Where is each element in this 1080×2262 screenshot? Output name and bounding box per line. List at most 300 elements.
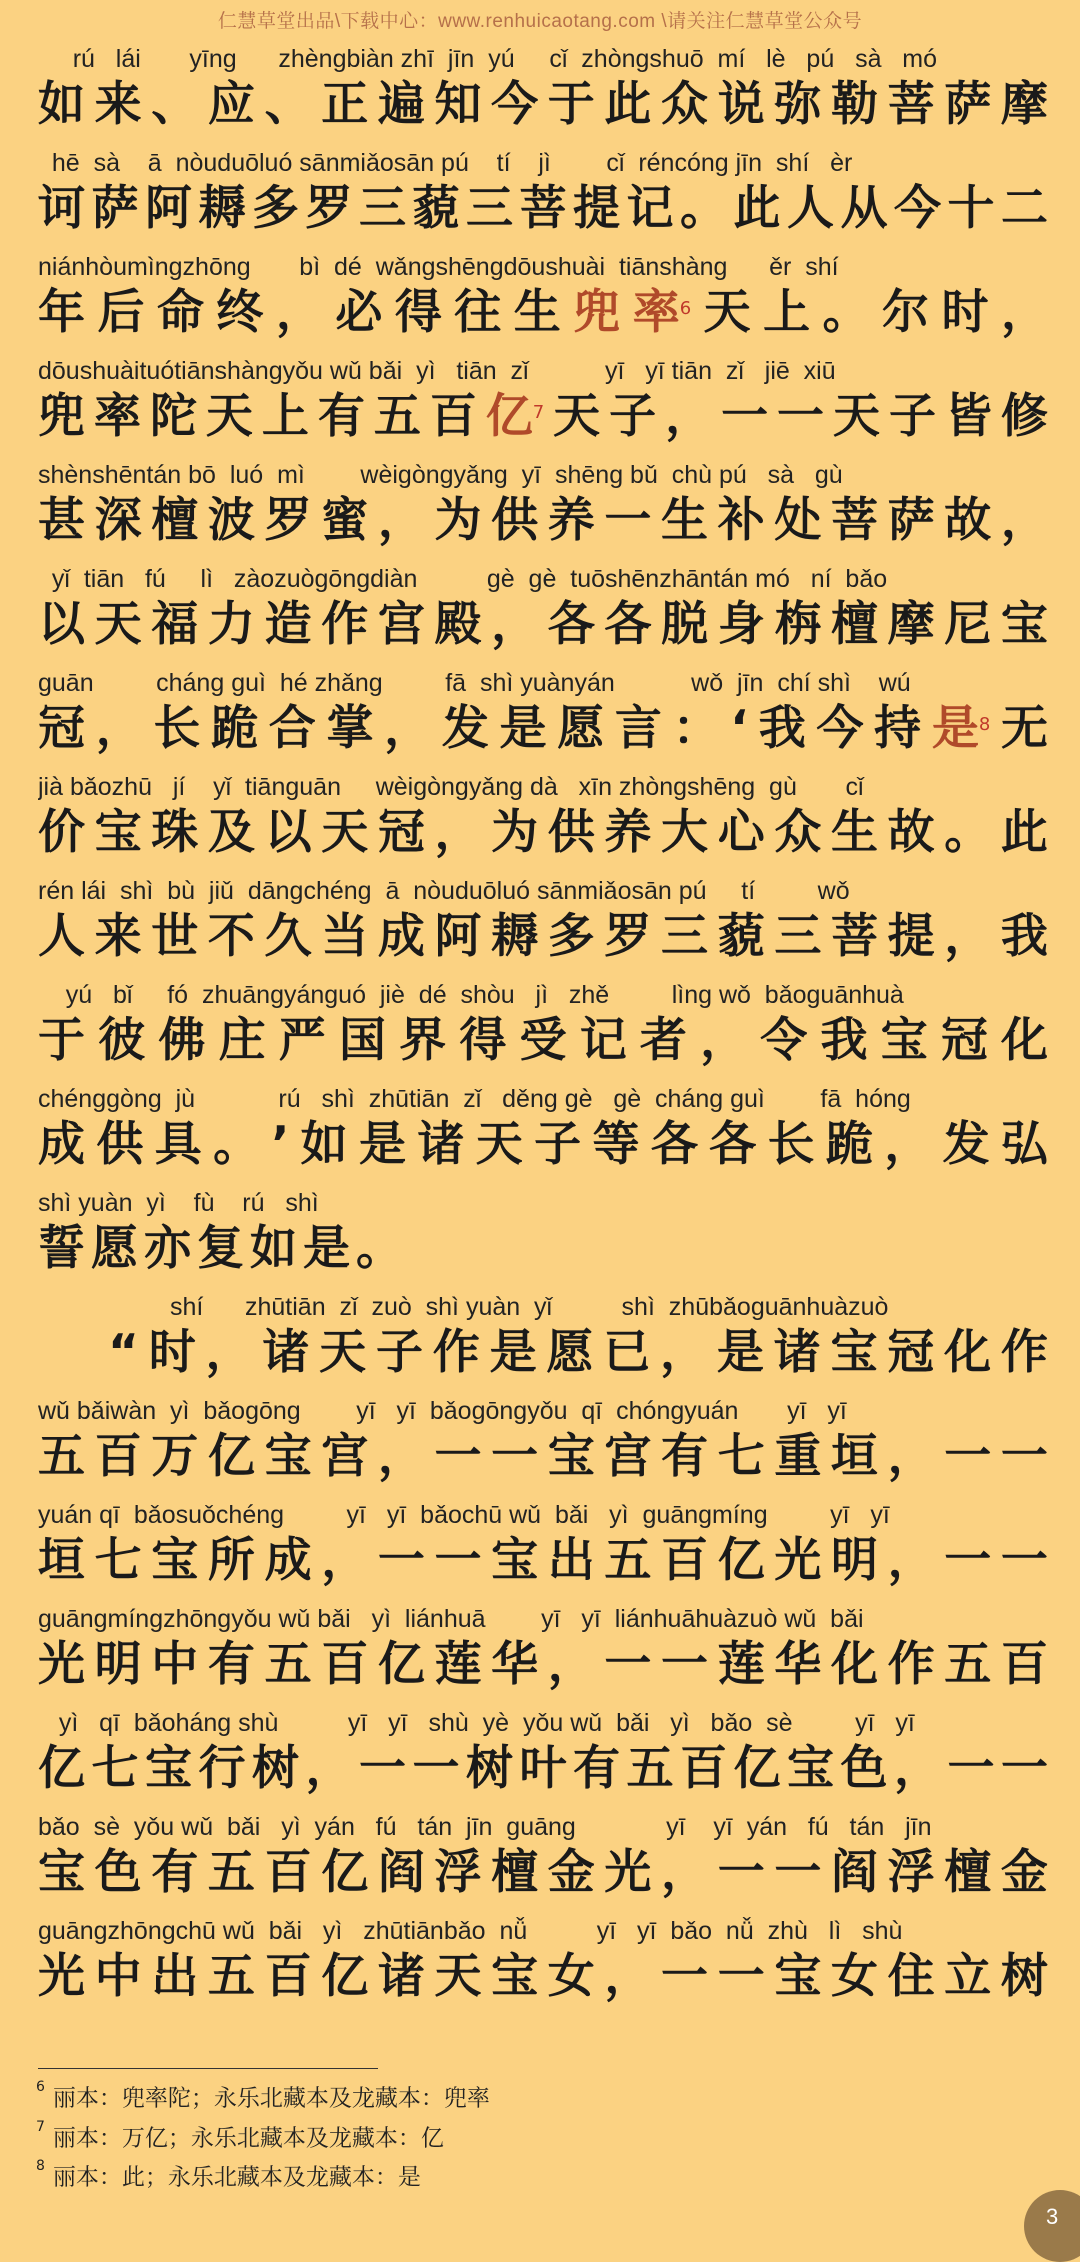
hanzi-char: 弘 <box>1000 1117 1048 1172</box>
hanzi-char: 陀 <box>149 389 197 444</box>
text-line <box>38 770 1048 874</box>
hanzi-char: 佛 <box>158 1013 206 1068</box>
hanzi-char: 珠 <box>151 805 199 860</box>
hanzi-line <box>38 1739 1048 1799</box>
hanzi-char: 宫 <box>321 1429 369 1484</box>
hanzi-char: ， <box>894 1741 941 1796</box>
hanzi-char: ， <box>434 805 482 860</box>
hanzi-char: 子 <box>375 1325 423 1380</box>
hanzi-char: 垣 <box>38 1533 85 1588</box>
pinyin-line: yuán qī bǎosuǒchéng yī yī bǎochū wǔ bǎi yì guāngmíng yī yī <box>38 1501 890 1529</box>
hanzi-char: 掌 <box>326 701 374 756</box>
hanzi-char: 檀 <box>151 493 199 548</box>
hanzi-char: 时 <box>941 285 989 340</box>
hanzi-char: 誓 <box>38 1221 85 1276</box>
hanzi-char: 生 <box>661 493 709 548</box>
hanzi-line <box>38 283 1048 343</box>
hanzi-char: 如 <box>250 1221 297 1276</box>
hanzi-char: 彼 <box>98 1013 146 1068</box>
hanzi-char: 垣 <box>830 1429 878 1484</box>
hanzi-char: 供 <box>547 805 595 860</box>
hanzi-line <box>38 595 1048 655</box>
hanzi-char: 一 <box>1000 1533 1048 1588</box>
hanzi-char: 七 <box>94 1533 142 1588</box>
hanzi-char: 国 <box>338 1013 386 1068</box>
scripture-text <box>38 42 1048 2018</box>
text-line <box>38 562 1048 666</box>
hanzi-char: 化 <box>944 1325 992 1380</box>
hanzi-char: 供 <box>96 1117 144 1172</box>
hanzi-char: 五 <box>604 1533 652 1588</box>
hanzi-line <box>38 1011 1048 1071</box>
hanzi-char: 罗 <box>305 181 353 236</box>
hanzi-char: 三 <box>774 909 822 964</box>
hanzi-char: 宝 <box>264 1429 312 1484</box>
hanzi-char: 说 <box>717 77 765 132</box>
hanzi-char: 五 <box>264 1637 312 1692</box>
hanzi-char: 命 <box>156 285 204 340</box>
hanzi-char: 是 <box>489 1325 537 1380</box>
hanzi-char: 正 <box>321 77 369 132</box>
footnote-marker: 6 <box>679 298 692 319</box>
text-line <box>38 874 1048 978</box>
hanzi-char: 从 <box>840 181 888 236</box>
hanzi-char: 光 <box>774 1533 822 1588</box>
hanzi-char: 力 <box>207 597 255 652</box>
hanzi-char: 行 <box>198 1741 246 1796</box>
hanzi-char: 一 <box>1000 1429 1048 1484</box>
text-line <box>38 42 1048 146</box>
hanzi-char: 一 <box>412 1741 460 1796</box>
hanzi-char: 是 <box>359 1117 407 1172</box>
hanzi-char: ， <box>321 1533 369 1588</box>
hanzi-char: 藐 <box>412 181 460 236</box>
hanzi-line <box>38 907 1048 967</box>
hanzi-char: 今 <box>816 701 864 756</box>
hanzi-char: 阿 <box>434 909 482 964</box>
hanzi-char: 我 <box>820 1013 868 1068</box>
hanzi-char: 此 <box>1000 805 1048 860</box>
hanzi-char: 如 <box>300 1117 348 1172</box>
text-line <box>38 1914 1048 2018</box>
text-line <box>38 1186 1048 1290</box>
hanzi-char: ， <box>604 1949 652 2004</box>
hanzi-char: 诸 <box>773 1325 821 1380</box>
hanzi-char: 为 <box>491 805 539 860</box>
pinyin-line: wǔ bǎiwàn yì bǎogōng yī yī bǎogōngyǒu qī chóngyuán yī yī <box>38 1397 847 1425</box>
hanzi-char: ， <box>275 285 323 340</box>
hanzi-char: 萨 <box>887 493 935 548</box>
pinyin-line: shènshēntán bō luó mì wèigòngyǎng yī shēng bǔ chù pú sà gù <box>38 461 843 489</box>
hanzi-char: 有 <box>661 1429 709 1484</box>
hanzi-char: 跪 <box>211 701 259 756</box>
hanzi-char: 摩 <box>887 597 935 652</box>
hanzi-char: 是 <box>499 701 547 756</box>
hanzi-char: 一 <box>1001 1741 1048 1796</box>
hanzi-char: 一 <box>434 1429 482 1484</box>
hanzi-char: 言 <box>614 701 662 756</box>
hanzi-char: 亦 <box>144 1221 191 1276</box>
hanzi-char: 浮 <box>887 1845 935 1900</box>
text-line <box>38 1394 1048 1498</box>
hanzi-char: ， <box>700 1013 748 1068</box>
hanzi-char: 。 <box>213 1117 261 1172</box>
hanzi-char: 我 <box>758 701 806 756</box>
hanzi-char: ， <box>887 1429 935 1484</box>
hanzi-char: 人 <box>38 909 85 964</box>
hanzi-char: 化 <box>830 1637 878 1692</box>
hanzi-char: 严 <box>278 1013 326 1068</box>
hanzi-char: 知 <box>434 77 482 132</box>
hanzi-char: 阿 <box>145 181 192 236</box>
hanzi-char: ： <box>672 701 720 756</box>
hanzi-char: ， <box>305 1741 353 1796</box>
hanzi-char: 三 <box>661 909 709 964</box>
hanzi-char: 天 <box>703 285 751 340</box>
hanzi-char: 宝 <box>547 1429 595 1484</box>
hanzi-char: 我 <box>1000 909 1048 964</box>
hanzi-char: 生 <box>513 285 561 340</box>
text-line <box>38 978 1048 1082</box>
hanzi-line <box>38 1947 1048 2007</box>
footnote-text: 丽本：万亿；永乐北藏本及龙藏本：亿 <box>52 2125 444 2152</box>
hanzi-char: 树 <box>466 1741 513 1796</box>
footnote-text: 丽本：此；永乐北藏本及龙藏本：是 <box>52 2164 421 2191</box>
hanzi-char: 百 <box>1000 1637 1048 1692</box>
hanzi-char: 各 <box>604 597 652 652</box>
hanzi-char: 一 <box>491 1429 539 1484</box>
pinyin-line: dōushuàituótiānshàngyǒu wǔ bǎi yì tiān zǐ yī yī tiān zǐ jiē xiū <box>38 357 836 385</box>
hanzi-char: 色 <box>840 1741 888 1796</box>
hanzi-char: 勒 <box>830 77 878 132</box>
pinyin-line: shí zhūtiān zǐ zuò shì yuàn yǐ shì zhūbǎoguānhuàzuò <box>38 1293 889 1321</box>
hanzi-char: 各 <box>547 597 595 652</box>
hanzi-char: 亿 <box>321 1845 369 1900</box>
hanzi-char: 长 <box>767 1117 815 1172</box>
hanzi-char: 此 <box>733 181 781 236</box>
hanzi-char: 兜 <box>38 389 85 444</box>
hanzi-char: 持 <box>874 701 922 756</box>
hanzi-line <box>38 387 1048 447</box>
hanzi-char: 冠 <box>38 701 85 756</box>
hanzi-char: 众 <box>661 77 709 132</box>
hanzi-line <box>38 179 1048 239</box>
hanzi-char: 诸 <box>417 1117 465 1172</box>
hanzi-char: 宝 <box>787 1741 834 1796</box>
hanzi-char: 宫 <box>604 1429 652 1484</box>
hanzi-char: 养 <box>604 805 652 860</box>
hanzi-char: 一 <box>944 1429 992 1484</box>
hanzi-char: 五 <box>38 1429 85 1484</box>
hanzi-char: 、 <box>151 77 199 132</box>
hanzi-char: 蜜 <box>321 493 369 548</box>
hanzi-char: 光 <box>38 1949 85 2004</box>
footnotes <box>36 2076 936 2195</box>
hanzi-char: 有 <box>317 389 365 444</box>
hanzi-char: 栴 <box>774 597 822 652</box>
hanzi-char: 宝 <box>830 1325 878 1380</box>
hanzi-char: 以 <box>264 805 312 860</box>
hanzi-char: 女 <box>830 1949 878 2004</box>
hanzi-char: 众 <box>774 805 822 860</box>
hanzi-char: 宫 <box>377 597 425 652</box>
hanzi-char: 亿$^7$ <box>485 389 545 444</box>
hanzi-char: 一 <box>777 389 825 444</box>
hanzi-char: 令 <box>760 1013 808 1068</box>
hanzi-char: 各 <box>709 1117 757 1172</box>
hanzi-char: 生 <box>830 805 878 860</box>
hanzi-char: 一 <box>661 1949 709 2004</box>
hanzi-char: 后 <box>97 285 145 340</box>
hanzi-char: 殿 <box>434 597 482 652</box>
hanzi-char: 七 <box>717 1429 765 1484</box>
hanzi-char: 五 <box>373 389 421 444</box>
footnote-divider <box>38 2068 378 2069</box>
hanzi-char: 宝 <box>880 1013 928 1068</box>
hanzi-line <box>38 1427 1048 1487</box>
hanzi-char: 复 <box>197 1221 244 1276</box>
hanzi-line <box>38 1635 1048 1695</box>
hanzi-char: 长 <box>153 701 201 756</box>
hanzi-char: 诸 <box>377 1949 425 2004</box>
hanzi-char: 成 <box>38 1117 85 1172</box>
hanzi-char: 界 <box>399 1013 447 1068</box>
hanzi-char: 女 <box>547 1949 595 2004</box>
hanzi-char: 百 <box>661 1533 709 1588</box>
pinyin-line: niánhòumìngzhōng bì dé wǎngshēngdōushuài tiānshàng ěr shí <box>38 253 839 281</box>
hanzi-line <box>38 1531 1048 1591</box>
hanzi-char: 化 <box>1001 1013 1048 1068</box>
hanzi-char: 有 <box>573 1741 620 1796</box>
hanzi-char: ， <box>377 493 425 548</box>
hanzi-char: ， <box>491 597 539 652</box>
hanzi-char: 受 <box>519 1013 567 1068</box>
hanzi-char: 价 <box>38 805 85 860</box>
hanzi-char: ， <box>95 701 143 756</box>
hanzi-char: 罗 <box>604 909 652 964</box>
hanzi-char: 今 <box>894 181 941 236</box>
hanzi-char: 是$^8$ <box>931 701 991 756</box>
hanzi-char: 时 <box>148 1325 196 1380</box>
hanzi-char: 必 <box>335 285 383 340</box>
hanzi-char: 所 <box>207 1533 255 1588</box>
hanzi-char: 。 <box>356 1221 403 1276</box>
hanzi-char: 深 <box>94 493 142 548</box>
hanzi-line <box>38 1323 1048 1383</box>
hanzi-char: 具 <box>154 1117 202 1172</box>
hanzi-line <box>38 1843 1048 1903</box>
hanzi-char: 罗 <box>264 493 312 548</box>
hanzi-char: 百 <box>321 1637 369 1692</box>
hanzi-char: 得 <box>459 1013 507 1068</box>
hanzi-char: 五 <box>944 1637 992 1692</box>
hanzi-char: 百 <box>429 389 477 444</box>
hanzi-char: 无 <box>1001 701 1048 756</box>
hanzi-char: 冠 <box>377 805 425 860</box>
text-line <box>38 1810 1048 1914</box>
hanzi-char: ， <box>384 701 432 756</box>
hanzi-char: 子 <box>888 389 936 444</box>
hanzi-char: 一 <box>717 1845 765 1900</box>
pinyin-line: shì yuàn yì fù rú shì <box>38 1189 319 1217</box>
hanzi-char: 率$^6$ <box>632 285 692 340</box>
hanzi-char: 藐 <box>717 909 765 964</box>
hanzi-char: 以 <box>38 597 85 652</box>
pinyin-line: chénggòng jù rú shì zhūtiān zǐ děng gè gè cháng guì fā hóng <box>38 1085 911 1113</box>
hanzi-char: 一 <box>661 1637 709 1692</box>
hanzi-char: 如 <box>38 77 85 132</box>
hanzi-char: ， <box>1000 493 1048 548</box>
hanzi-char: 愿 <box>91 1221 138 1276</box>
hanzi-char: ， <box>377 1429 425 1484</box>
text-line <box>38 354 1048 458</box>
hanzi-char: 世 <box>151 909 199 964</box>
hanzi-char: 萨 <box>91 181 139 236</box>
hanzi-char: ， <box>205 1325 253 1380</box>
hanzi-char: 万 <box>151 1429 199 1484</box>
text-line <box>38 250 1048 354</box>
hanzi-char: 天 <box>434 1949 482 2004</box>
hanzi-char: 提 <box>573 181 620 236</box>
hanzi-char: ’ <box>271 1117 290 1172</box>
hanzi-char: 兜 <box>573 285 621 340</box>
hanzi-char: 树 <box>1000 1949 1048 2004</box>
hanzi-char: 一 <box>434 1533 482 1588</box>
hanzi-char: ， <box>944 909 992 964</box>
hanzi-char: 天 <box>833 389 881 444</box>
text-line <box>38 458 1048 562</box>
hanzi-char: 一 <box>717 1949 765 2004</box>
hanzi-char: 天 <box>553 389 601 444</box>
footnote <box>36 2116 936 2156</box>
hanzi-line <box>38 75 1048 135</box>
hanzi-char: 多 <box>547 909 595 964</box>
hanzi-char: 七 <box>91 1741 139 1796</box>
hanzi-char: 出 <box>151 1949 199 2004</box>
hanzi-char: 天 <box>319 1325 367 1380</box>
hanzi-char: 应 <box>207 77 255 132</box>
hanzi-char: 金 <box>1000 1845 1048 1900</box>
pinyin-line: rú lái yīng zhèngbiàn zhī jīn yú cǐ zhòngshuō mí lè pú sà mó <box>38 45 938 73</box>
hanzi-char: 一 <box>774 1845 822 1900</box>
hanzi-char: 明 <box>94 1637 142 1692</box>
hanzi-char: 宝 <box>94 805 142 860</box>
hanzi-char: 金 <box>547 1845 595 1900</box>
hanzi-char: 养 <box>547 493 595 548</box>
pinyin-line: yǐ tiān fú lì zàozuògōngdiàn gè gè tuōshēnzhāntán mó ní bǎo <box>38 565 888 593</box>
hanzi-char: 百 <box>264 1949 312 2004</box>
hanzi-char: 造 <box>264 597 312 652</box>
hanzi-char: 尼 <box>944 597 992 652</box>
hanzi-char: 率 <box>93 389 141 444</box>
hanzi-char: 诸 <box>262 1325 310 1380</box>
hanzi-char: 今 <box>491 77 539 132</box>
hanzi-char: 得 <box>394 285 442 340</box>
hanzi-line <box>38 1115 1048 1175</box>
hanzi-char: 。 <box>944 805 992 860</box>
footnote-number: 6 <box>36 2079 45 2095</box>
footnote-text: 丽本：兜率陀；永乐北藏本及龙藏本：兜率 <box>52 2085 490 2112</box>
hanzi-char: 一 <box>721 389 769 444</box>
hanzi-char: 一 <box>604 493 652 548</box>
hanzi-char: 耨 <box>198 181 246 236</box>
hanzi-char: 年 <box>38 285 85 340</box>
pinyin-line: yú bǐ fó zhuāngyánguó jiè dé shòu jì zhě lìng wǒ bǎoguānhuà <box>38 981 904 1009</box>
hanzi-char: 。 <box>822 285 870 340</box>
text-line <box>38 1498 1048 1602</box>
hanzi-char: 人 <box>787 181 834 236</box>
hanzi-char: 故 <box>887 805 935 860</box>
hanzi-char: 脱 <box>661 597 709 652</box>
hanzi-char: 亿 <box>321 1949 369 2004</box>
hanzi-char: 。 <box>680 181 727 236</box>
text-line <box>38 666 1048 770</box>
hanzi-char: 福 <box>151 597 199 652</box>
hanzi-char: 五 <box>207 1949 255 2004</box>
hanzi-line <box>38 491 1048 551</box>
hanzi-char: 耨 <box>491 909 539 964</box>
hanzi-char: 宝 <box>145 1741 192 1796</box>
hanzi-char: 檀 <box>830 597 878 652</box>
footnote-number: 7 <box>36 2118 45 2135</box>
hanzi-char: 天 <box>321 805 369 860</box>
hanzi-char: 为 <box>434 493 482 548</box>
hanzi-char: 来 <box>94 909 142 964</box>
hanzi-char: 一 <box>604 1637 652 1692</box>
hanzi-char: 菩 <box>887 77 935 132</box>
hanzi-char: 亿 <box>377 1637 425 1692</box>
hanzi-char: 叶 <box>519 1741 567 1796</box>
hanzi-char: 萨 <box>944 77 992 132</box>
hanzi-char: 心 <box>717 805 765 860</box>
hanzi-char: 作 <box>887 1637 935 1692</box>
hanzi-char: 立 <box>944 1949 992 2004</box>
hanzi-char: 天 <box>94 597 142 652</box>
hanzi-char: 是 <box>303 1221 350 1276</box>
hanzi-char: ， <box>665 389 713 444</box>
hanzi-char: 五 <box>207 1845 255 1900</box>
pinyin-line: jià bǎozhū jí yǐ tiānguān wèigòngyǎng dà xīn zhòngshēng gù cǐ <box>38 773 864 801</box>
hanzi-char: ， <box>660 1325 708 1380</box>
hanzi-char: 色 <box>94 1845 142 1900</box>
hanzi-char: 已 <box>603 1325 651 1380</box>
hanzi-char: 百 <box>264 1845 312 1900</box>
hanzi-char: ， <box>887 1533 935 1588</box>
hanzi-char: 亿 <box>733 1741 781 1796</box>
hanzi-char: 冠 <box>887 1325 935 1380</box>
hanzi-char: 故 <box>944 493 992 548</box>
footnote <box>36 2155 936 2195</box>
hanzi-char: 天 <box>475 1117 523 1172</box>
hanzi-char: 甚 <box>38 493 85 548</box>
hanzi-char: 亿 <box>207 1429 255 1484</box>
hanzi-char: 光 <box>38 1637 85 1692</box>
hanzi-char: 子 <box>534 1117 582 1172</box>
pinyin-line: hē sà ā nòuduōluó sānmiǎosān pú tí jì cǐ réncóng jīn shí èr <box>38 149 853 177</box>
hanzi-char: 菩 <box>830 909 878 964</box>
hanzi-char: 重 <box>774 1429 822 1484</box>
hanzi-char: 供 <box>491 493 539 548</box>
text-line <box>38 1290 1048 1394</box>
hanzi-char: ， <box>884 1117 932 1172</box>
hanzi-char: 宝 <box>774 1949 822 2004</box>
hanzi-char: 上 <box>261 389 309 444</box>
hanzi-char: 出 <box>547 1533 595 1588</box>
hanzi-char: 记 <box>626 181 674 236</box>
text-line <box>38 1706 1048 1810</box>
hanzi-char: 亿 <box>717 1533 765 1588</box>
hanzi-char: 皆 <box>944 389 992 444</box>
